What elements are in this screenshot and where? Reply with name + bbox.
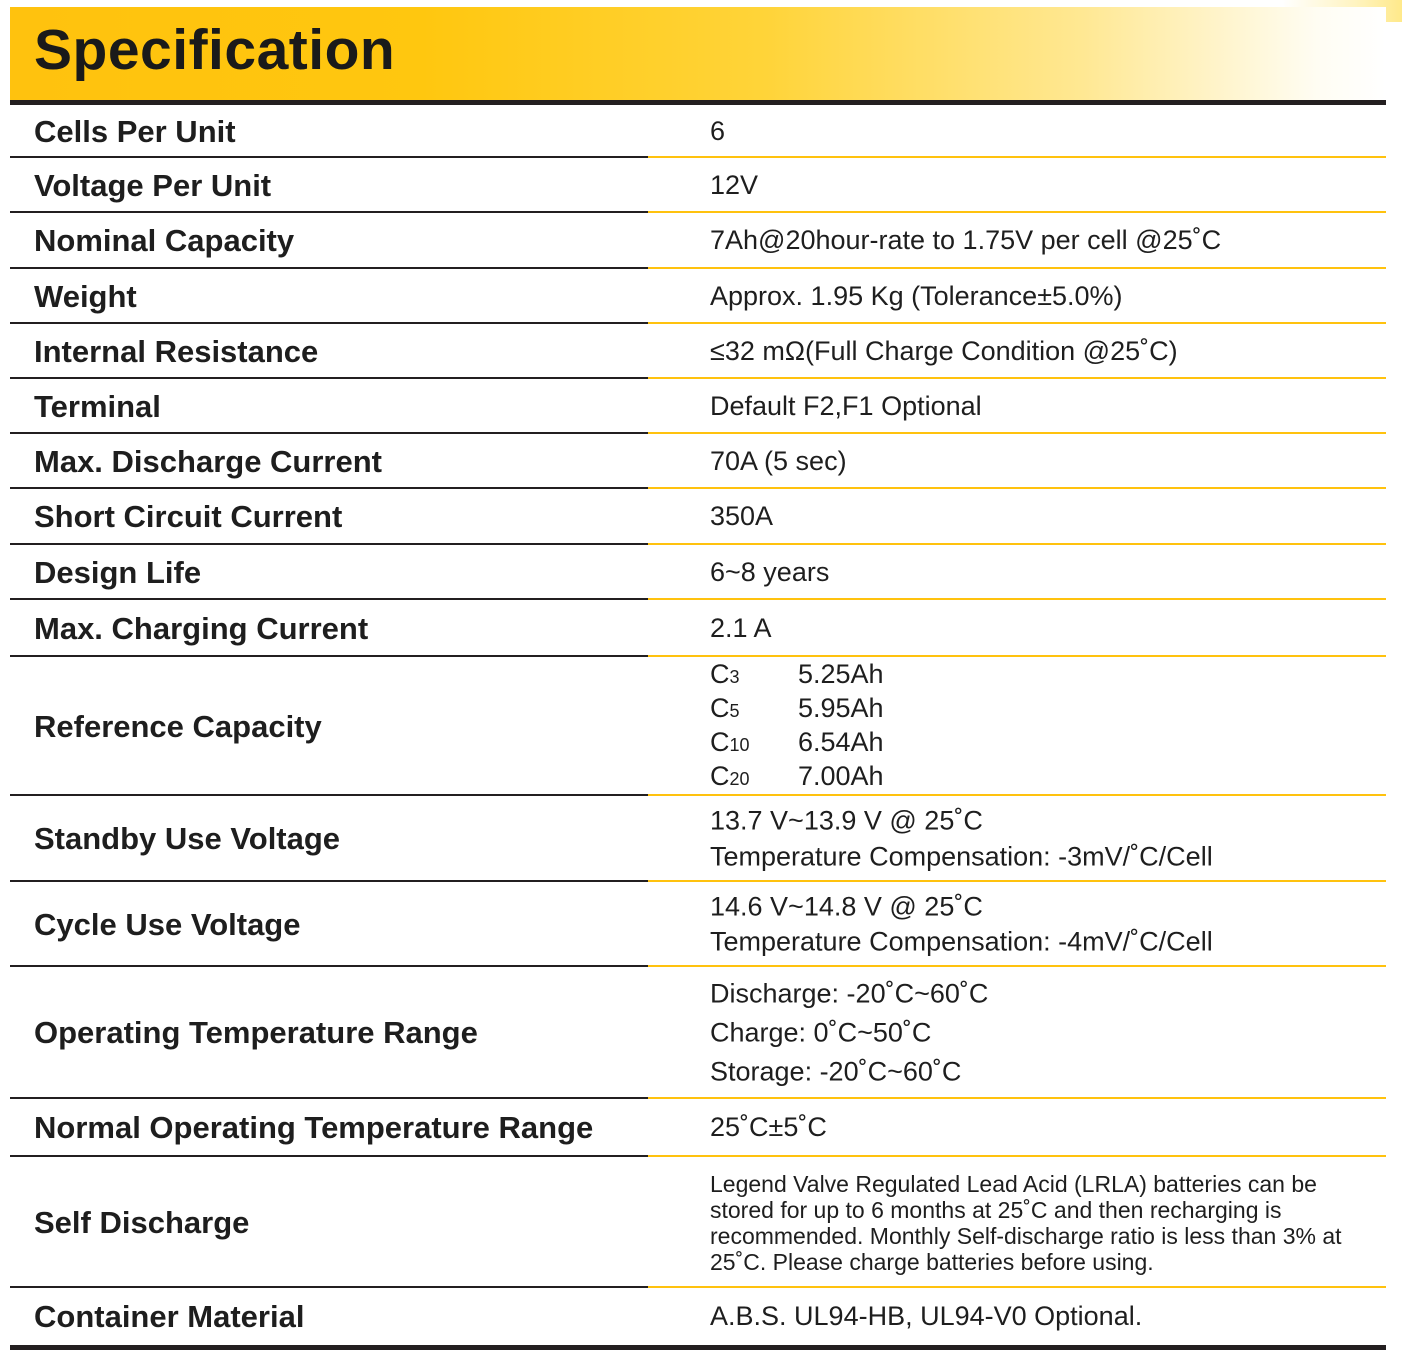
spec-row-operating-temperature-range — [10, 967, 1386, 1099]
spec-value: 2.1 A — [710, 612, 772, 643]
spec-label: Operating Temperature Range — [34, 1015, 478, 1050]
spec-label: Weight — [34, 278, 137, 314]
spec-label: Nominal Capacity — [34, 223, 295, 258]
spec-row-normal-operating-temperature-range — [10, 1099, 1386, 1157]
spec-row-max-discharge-current — [10, 434, 1386, 489]
spec-row-standby-use-voltage — [10, 796, 1386, 882]
spec-row-internal-resistance — [10, 324, 1386, 379]
spec-table — [10, 105, 1386, 1350]
spec-label: Standby Use Voltage — [34, 821, 341, 856]
spec-label: Max. Discharge Current — [34, 443, 382, 479]
spec-row-short-circuit-current — [10, 489, 1386, 545]
spec-row-weight — [10, 269, 1386, 324]
spec-row-terminal — [10, 379, 1386, 434]
spec-row-max-charging-current — [10, 600, 1386, 657]
spec-value: Discharge: -20˚C~60˚C Charge: 0˚C~50˚C Storage: -20˚C~60˚C — [710, 978, 989, 1087]
spec-row-design-life — [10, 545, 1386, 600]
spec-label: Reference Capacity — [34, 708, 322, 744]
spec-value: 13.7 V~13.9 V @ 25˚C Temperature Compensation: -3mV/˚C/Cell — [710, 805, 1213, 871]
spec-row-reference-capacity — [10, 657, 1386, 796]
spec-row-nominal-capacity — [10, 213, 1386, 269]
reference-capacity-item: C10 6.54Ah — [710, 726, 884, 757]
reference-capacity-item: C5 5.95Ah — [710, 692, 884, 723]
reference-capacity-item: C20 7.00Ah — [710, 760, 884, 791]
spec-value: ≤32 mΩ(Full Charge Condition @25˚C) — [710, 335, 1178, 366]
spec-label: Voltage Per Unit — [34, 167, 272, 203]
spec-row-cycle-use-voltage — [10, 882, 1386, 967]
header-band — [10, 7, 1386, 105]
spec-label: Cells Per Unit — [34, 113, 236, 149]
spec-row-cells-per-unit — [10, 105, 1386, 158]
spec-value: Default F2,F1 Optional — [710, 390, 982, 421]
spec-value: 6 — [710, 115, 726, 146]
spec-label: Internal Resistance — [34, 333, 319, 369]
spec-value: Approx. 1.95 Kg (Tolerance±5.0%) — [710, 280, 1123, 311]
spec-label: Cycle Use Voltage — [34, 906, 301, 942]
spec-value: 6~8 years — [710, 556, 830, 587]
spec-value: 70A (5 sec) — [710, 445, 847, 476]
reference-capacity-list — [710, 659, 884, 795]
spec-value: Legend Valve Regulated Lead Acid (LRLA) batteries can be stored for up to 6 months at 25˚C and then recharging is recommended. Monthly Self-discharge ratio is less than 3% at 25˚C. Please charge batteries before using. — [710, 1170, 1342, 1275]
spec-value: 350A — [710, 501, 774, 532]
spec-value: 7Ah@20hour-rate to 1.75V per cell @25˚C — [710, 225, 1222, 256]
spec-value: 14.6 V~14.8 V @ 25˚C Temperature Compensation: -4mV/˚C/Cell — [710, 890, 1213, 957]
spec-row-self-discharge — [10, 1157, 1386, 1288]
page-title: Specification — [34, 18, 396, 82]
spec-value: 12V — [710, 169, 759, 200]
spec-label: Container Material — [34, 1298, 305, 1334]
spec-label: Terminal — [34, 388, 161, 424]
spec-row-container-material — [10, 1288, 1386, 1350]
spec-label: Normal Operating Temperature Range — [34, 1110, 594, 1145]
spec-value: 25˚C±5˚C — [710, 1112, 827, 1143]
spec-label: Self Discharge — [34, 1204, 250, 1240]
spec-label: Max. Charging Current — [34, 610, 369, 646]
spec-row-voltage-per-unit — [10, 158, 1386, 213]
spec-value: A.B.S. UL94-HB, UL94-V0 Optional. — [710, 1300, 1143, 1331]
spec-label: Design Life — [34, 554, 202, 590]
reference-capacity-item: C3 5.25Ah — [710, 658, 884, 689]
spec-label: Short Circuit Current — [34, 499, 343, 534]
